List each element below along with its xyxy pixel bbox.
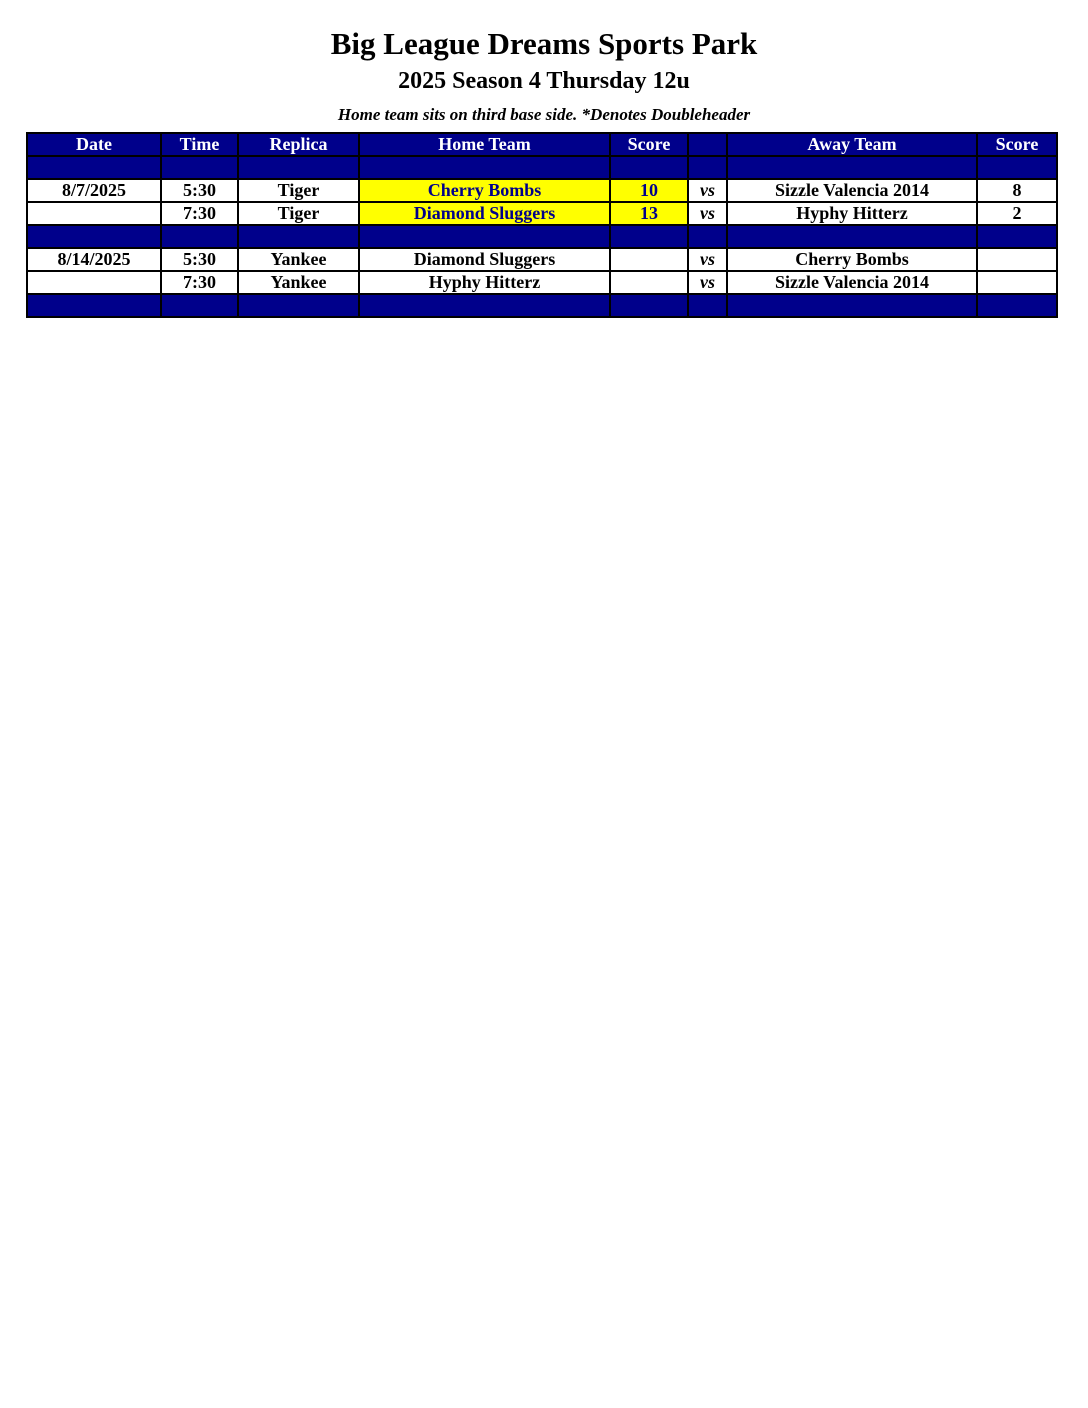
page-title: Big League Dreams Sports Park: [330, 26, 758, 61]
away-team: Hyphy Hitterz: [727, 202, 977, 225]
game-date: 8/14/2025: [27, 248, 161, 271]
game-time: 7:30: [161, 202, 238, 225]
vs-label: vs: [688, 248, 727, 271]
home-score: [610, 271, 688, 294]
table-row: [27, 179, 1057, 202]
vs-label: vs: [688, 202, 727, 225]
vs-label: vs: [688, 271, 727, 294]
home-team: Hyphy Hitterz: [359, 271, 610, 294]
separator-row: [27, 294, 1057, 317]
away-team: Sizzle Valencia 2014: [727, 271, 977, 294]
game-replica: Tiger: [238, 202, 359, 225]
home-score: [610, 248, 688, 271]
home-team: Diamond Sluggers: [359, 248, 610, 271]
column-header-replica: Replica: [238, 133, 359, 156]
away-team: Cherry Bombs: [727, 248, 977, 271]
separator-row: [27, 156, 1057, 179]
table-row: [27, 248, 1057, 271]
home-score: 10: [610, 179, 688, 202]
game-date: [27, 271, 161, 294]
away-score: 2: [977, 202, 1057, 225]
game-replica: Yankee: [238, 248, 359, 271]
game-time: 7:30: [161, 271, 238, 294]
home-score: 13: [610, 202, 688, 225]
game-date: [27, 202, 161, 225]
column-header-away-score: Score: [977, 133, 1057, 156]
table-header-row: [27, 133, 1057, 156]
game-time: 5:30: [161, 248, 238, 271]
game-replica: Tiger: [238, 179, 359, 202]
vs-label: vs: [688, 179, 727, 202]
game-time: 5:30: [161, 179, 238, 202]
column-header-date: Date: [27, 133, 161, 156]
home-team: Cherry Bombs: [359, 179, 610, 202]
game-replica: Yankee: [238, 271, 359, 294]
table-row: [27, 202, 1057, 225]
game-date: 8/7/2025: [27, 179, 161, 202]
column-header-vs: [688, 133, 727, 156]
column-header-away-team: Away Team: [727, 133, 977, 156]
schedule-note: Home team sits on third base side. *Denotes Doubleheader: [337, 105, 751, 124]
home-team: Diamond Sluggers: [359, 202, 610, 225]
column-header-home-score: Score: [610, 133, 688, 156]
away-team: Sizzle Valencia 2014: [727, 179, 977, 202]
separator-row: [27, 225, 1057, 248]
column-header-time: Time: [161, 133, 238, 156]
season-subtitle: 2025 Season 4 Thursday 12u: [398, 68, 690, 94]
table-row: [27, 271, 1057, 294]
away-score: [977, 248, 1057, 271]
schedule-table: [26, 132, 1058, 318]
away-score: [977, 271, 1057, 294]
away-score: 8: [977, 179, 1057, 202]
column-header-home-team: Home Team: [359, 133, 610, 156]
